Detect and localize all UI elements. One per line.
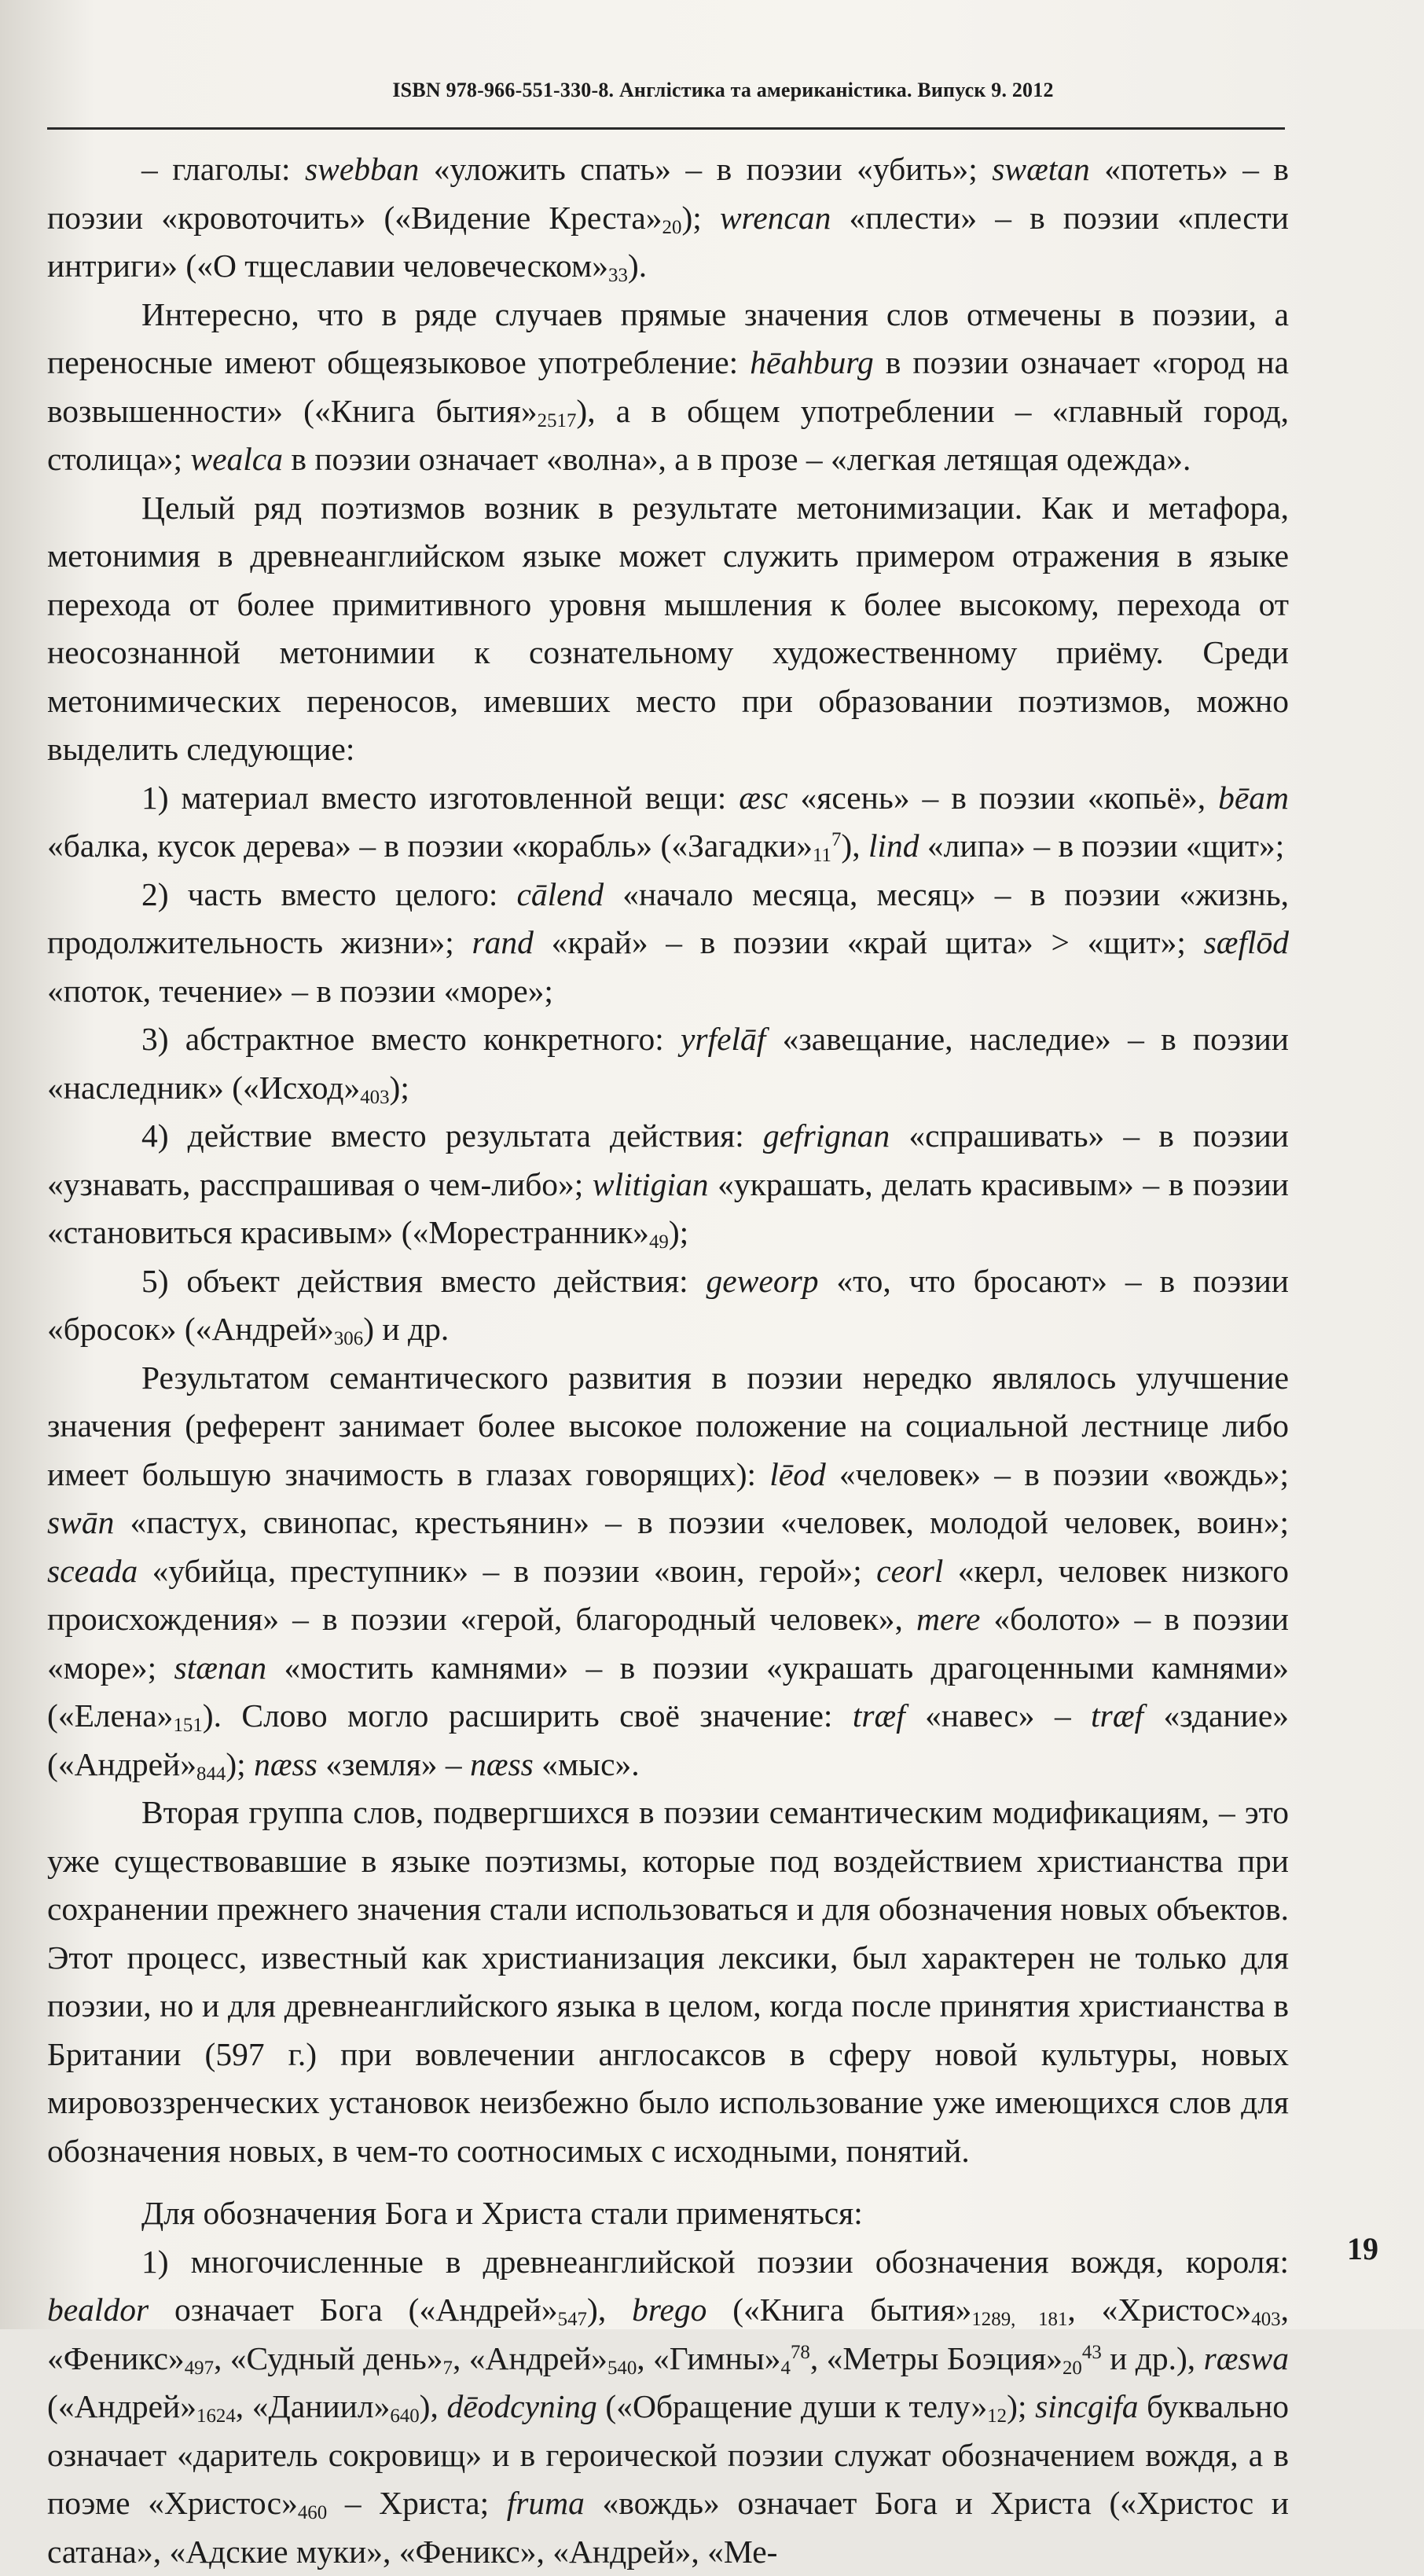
term: gefrignan [763,1117,890,1154]
term: æsc [739,780,787,816]
index-subscript: 151 [173,1715,202,1736]
list-item: 5) объект действия вместо действия: geweorp «то, что бросают» – в поэзии «бросок» $(«Андрей»_{306})$ и др. [47,1257,1289,1354]
list-item: 3) абстрактное вместо конкретного: yrfelāf «завещание, наследие» – в поэзии «наследник» $(«Исход»_{403})$; [47,1015,1289,1112]
term: swebban [305,151,419,187]
index-subscript: 20 [1062,2358,1082,2379]
index-subscript: 11 [813,845,831,866]
list-item: 4) действие вместо результата действия: gefrignan «спрашивать» – в поэзии «узнавать, расспрашивая о чем-либо»; wlitigian «украшать, делать красивым» – в поэзии «становиться красивым» $(«Морестранник»_{49})$; [47,1112,1289,1257]
term: sincgifa [1035,2388,1138,2424]
index-subscript: 306 [334,1328,363,1349]
index-subscript: 49 [649,1231,669,1253]
list-item: 1) многочисленные в древнеанглийской поэзии обозначения вождя, короля: bealdor означает Бога $(«Андрей»_{547})$, brego («Книга $бытия»_{1289, 181}$, «$Христос»_{403}$, «$Феникс»_{497}$, «Судный $день»_7$, «$Андрей»_{540}$, «$Гимны»_4^{78}$, «Метры $Боэция»_{20}^{43}$ и др.), ræswa («$Андрей»_{1624}$, «$Даниил»_{640}$), dēodcyning («Обращение души к $телу»_{12}$); sincgifa буквально означает «даритель сокровищ» и в героической поэзии служат обозначением вождя, а в поэме «$Христос»_{460}$ – Христа; fruma «вождь» означает Бога и Христа («Христос и сатана», «Адские муки», «Феникс», «Андрей», «Ме- [47,2238,1289,2576]
paragraph: Вторая группа слов, подвергшихся в поэзии семантическим модификациям, – это уже существовавшие в языке поэтизмы, которые под воздействием христианства при сохранении прежнего значения стали использоваться и для обозначения новых объектов. Этот процесс, известный как христианизация лексики, был характерен не только для поэзии, но и для древнеанглийского языка в целом, когда после принятия христианства в Британии (597 г.) при вовлечении англосаксов в сферу новой культуры, новых мировоззренческих установок неизбежно было использование уже имеющихся слов для обозначения новых, в чем-то соотносимых с исходными, понятий. [47,1789,1289,2175]
running-header: ISBN 978-966-551-330-8. Англістика та американістика. Випуск 9. 2012 [299,79,1147,102]
term: bēam [1218,780,1289,816]
paragraph: Интересно, что в ряде случаев прямые значения слов отмечены в поэзии, а переносные имеют общеязыковое употребление: hēahburg в поэзии означает «город на возвышенности» («Книга $бытия»_{2517}$), а в общем употреблении – «главный город, столица»; wealca в поэзии означает «волна», а в прозе – «легкая летящая одежда». [47,291,1289,484]
term: hēahburg [750,344,874,380]
term: stænan [174,1649,267,1686]
index-subscript: 1289, 181 [971,2309,1067,2330]
paragraph: Для обозначения Бога и Христа стали применяться: [47,2189,1289,2238]
paragraph: Целый ряд поэтизмов возник в результате метонимизации. Как и метафора, метонимия в древнеанглийском языке может служить примером отражения в языке перехода от более примитивного уровня мышления к более высокому, перехода от неосознанной метонимии к сознательному художественному приёму. Среди метонимических переносов, имевших место при образовании поэтизмов, можно выделить следующие: [47,484,1289,774]
term: wealca [190,441,283,477]
page-number: 19 [1347,2230,1378,2267]
index-subscript: 2517 [538,410,577,431]
index-superscript: 7 [831,829,841,850]
index-subscript: 844 [196,1763,226,1785]
index-subscript: 20 [662,217,682,238]
term: lind [868,827,919,864]
term: ceorl [876,1553,943,1589]
term: rand [472,924,533,960]
index-subscript: 540 [607,2358,637,2379]
term: lēod [769,1456,825,1492]
index-superscript: 78 [791,2342,810,2363]
term: cālend [516,876,604,912]
term: mere [916,1601,980,1637]
index-subscript: 547 [558,2309,587,2330]
term: dēodcyning [446,2388,596,2424]
index-subscript: 33 [608,265,628,286]
index-subscript: 497 [185,2358,214,2379]
term: træf [1091,1697,1143,1734]
term: fruma [507,2485,585,2521]
term: næss [470,1746,534,1782]
term: sæflōd [1204,924,1289,960]
index-subscript: 7 [443,2358,453,2379]
term: wlitigian [593,1166,709,1202]
term: swætan [992,151,1090,187]
term: geweorp [706,1263,819,1299]
index-subscript: 4 [781,2358,791,2379]
term: næss [254,1746,317,1782]
index-superscript: 43 [1082,2342,1102,2363]
term: sceada [47,1553,138,1589]
list-item: 1) материал вместо изготовленной вещи: æsc «ясень» – в поэзии «копьё», bēam «балка, кусок дерева» – в поэзии «корабль» $(«Загадки»_{11}^7)$, lind «липа» – в поэзии «щит»; [47,774,1289,871]
paragraph: Результатом семантического развития в поэзии нередко являлось улучшение значения (референт занимает более высокое положение на социальной лестнице либо имеет большую значимость в глазах говорящих): lēod «человек» – в поэзии «вождь»; swān «пастух, свинопас, крестьянин» – в поэзии «человек, молодой человек, воин»; sceada «убийца, преступник» – в поэзии «воин, герой»; ceorl «керл, человек низкого происхождения» – в поэзии «герой, благородный человек», mere «болото» – в поэзии «море»; stænan «мостить камнями» – в поэзии «украшать драгоценными камнями» $(«Елена»_{151})$. Слово могло расширить своё значение: træf «навес» – træf «здание» $(«Андрей»_{844})$; næss «земля» – næss «мыс». [47,1354,1289,1789]
term: brego [632,2292,706,2328]
term: wrencan [720,200,831,236]
index-subscript: 12 [987,2405,1007,2427]
index-subscript: 1624 [196,2405,236,2427]
list-item: 2) часть вместо целого: cālend «начало месяца, месяц» – в поэзии «жизнь, продолжительность жизни»; rand «край» – в поэзии «край щита» > «щит»; sæflōd «поток, течение» – в поэзии «море»; [47,871,1289,1016]
index-subscript: 460 [298,2502,327,2523]
term: ræswa [1204,2340,1289,2376]
header-rule [47,127,1285,130]
index-subscript: 403 [1251,2309,1280,2330]
term: yrfelāf [681,1021,765,1057]
index-subscript: 640 [390,2405,419,2427]
term: swān [47,1504,114,1540]
term: træf [853,1697,905,1734]
paragraph: – глаголы: swebban «уложить спать» – в поэзии «убить»; swætan «потеть» – в поэзии «кровоточить» («Видение $Креста»_{20}$); wrencan «плести» – в поэзии «плести интриги» («О тщеславии $человеческом»_{33}$). [47,145,1289,291]
term: bealdor [47,2292,149,2328]
index-subscript: 403 [360,1087,389,1108]
body-text [47,145,1289,2576]
